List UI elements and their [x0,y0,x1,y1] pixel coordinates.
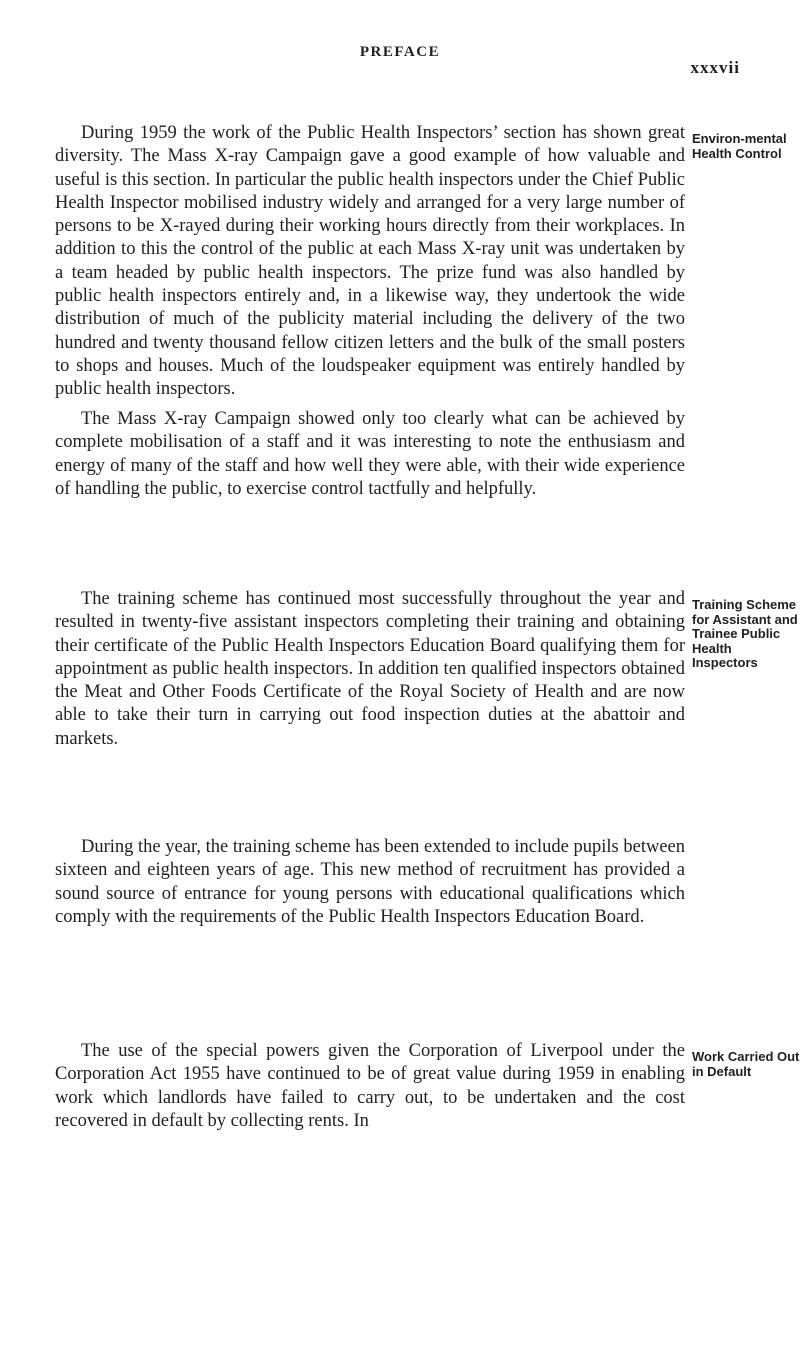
paragraph-training-scheme: The training scheme has continued most successfully throughout the year and resulted in twenty-five assistant inspectors completing their training and obtaining their certificate of the Public Health Inspectors Education Board qualifying them for appointment as public health inspectors. In addition ten qualified inspectors obtained the Meat and Other Foods Certificate of the Royal Society of Health and are now able to take their turn in carrying out food inspection duties at the abattoir and markets. [55,589,685,749]
paragraph-training-extended: During the year, the training scheme has been extended to include pupils between sixteen and eighteen years of age. This new method of recruitment has provided a sound source of entrance for young persons with educational qualifications which comply with the requirements of the Public Health Inspectors Education Board. [55,837,685,927]
margin-note-training-scheme: Training Scheme for Assistant and Trainee Public Health Inspectors [692,597,798,670]
running-head [0,30,800,80]
paragraph-work-in-default: The use of the special powers given the Corporation of Liverpool under the Corporation Act 1955 have continued to be of great value during 1959 in enabling work which landlords have failed to carry out, to be undertaken and the cost recovered in default by collecting rents. In [55,1041,685,1131]
paragraph-public-health-inspectors: During 1959 the work of the Public Health Inspectors’ section has shown great diversity. The Mass X-ray Campaign gave a good example of how valuable and useful is this section. In particular the public health inspectors under the Chief Public Health Inspector mobilised industry widely and arranged for a very large number of persons to be X-rayed during their working hours directly from their workplaces. In addition to this the control of the public at each Mass X-ray unit was undertaken by a team headed by public health inspectors. The prize fund was also handled by public health inspectors entirely and, in a likewise way, they undertook the wide distribution of much of the publicity material including the delivery of the two hundred and twenty thousand fellow citizen letters and the bulk of the small posters to shops and houses. Much of the loudspeaker equipment was entirely handled by public health inspectors. [55,123,685,400]
margin-note-work-carried-out-in-default: Work Carried Out in Default [692,1049,800,1079]
margin-note-environmental-health-control: Environ-mental Health Control [692,131,787,161]
page-number: xxxvii [690,58,740,77]
paragraph-mass-xray-campaign: The Mass X-ray Campaign showed only too clearly what can be achieved by complete mobilisation of a staff and it was interesting to note the enthusiasm and energy of many of the staff and how well they were able, with their wide experience of handling the public, to exercise control tactfully and helpfully. [55,409,685,499]
running-title: PREFACE [359,44,441,60]
